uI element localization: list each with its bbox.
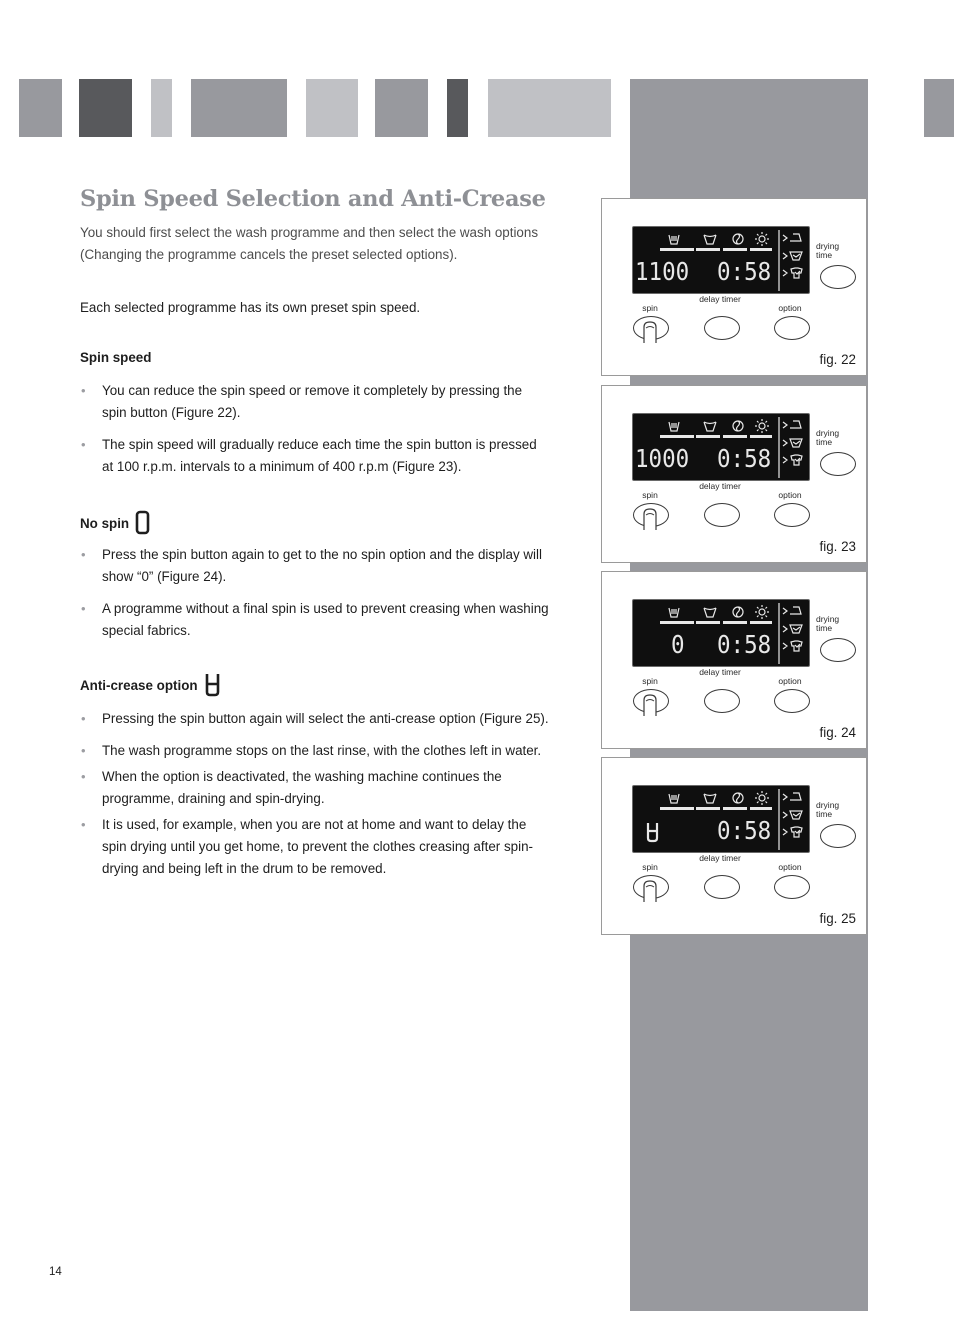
list-item: • Press the spin button again to get to the no spin option and the display will show “0” (Figure 24). [80,544,550,588]
anti-crease-symbol-icon [648,823,657,841]
option-button[interactable] [774,503,810,527]
header-block-2 [79,79,132,137]
time-readout: 0:58 [717,630,772,659]
option-label: option [778,303,802,313]
header-block-4 [191,79,287,137]
list-item: • You can reduce the spin speed or remove it completely by pressing the spin button (Figure 22). [80,380,550,424]
delay-timer-label: delay timer [699,481,741,491]
finger-press-icon [643,880,657,902]
heading-anti-crease-text: Anti-crease option [80,677,198,693]
delay-timer-button[interactable] [704,503,740,527]
option-button[interactable] [774,316,810,340]
header-block-8 [488,79,611,137]
figure-25 [601,757,867,935]
drying-time-label: drying time [816,241,840,260]
spin-speed-readout: 1100 [635,257,690,286]
time-readout: 0:58 [717,257,772,286]
page-number: 14 [49,1266,62,1278]
delay-timer-label: delay timer [699,853,741,863]
list-item: • When the option is deactivated, the washing machine continues the programme, draining and spin-drying. [80,766,550,810]
figure-23 [601,385,867,563]
lcd-display [632,413,810,481]
heading-spin-speed-text: Spin speed [80,350,152,365]
spin-speed-readout: 1000 [635,444,690,473]
header-block-7 [447,79,468,137]
header-block-1 [19,79,62,137]
heading-spin-speed [80,350,151,365]
delay-timer-label: delay timer [699,667,741,677]
delay-timer-button[interactable] [704,875,740,899]
drying-time-button[interactable] [820,265,856,289]
anti-crease-symbol-icon [204,672,222,698]
figure-caption: fig. 23 [819,539,856,554]
spin-label: spin [642,490,658,500]
finger-press-icon [643,321,657,343]
heading-no-spin [80,510,151,536]
drying-time-label: drying time [816,614,840,633]
list-item: • The spin speed will gradually reduce each time the spin button is pressed at 100 r.p.m. intervals to a minimum of 400 r.p.m (Figure 23). [80,434,550,478]
delay-timer-button[interactable] [704,689,740,713]
spin-label: spin [642,862,658,872]
spin-label: spin [642,676,658,686]
drying-time-button[interactable] [820,824,856,848]
figure-caption: fig. 22 [819,352,856,367]
header-block-6 [375,79,428,137]
list-item: • A programme without a final spin is used to prevent creasing when washing special fabrics. [80,598,550,642]
delay-timer-button[interactable] [704,316,740,340]
lcd-display [632,785,810,853]
finger-press-icon [643,508,657,530]
header-block-5 [306,79,358,137]
lcd-display [632,226,810,294]
list-item: • Pressing the spin button again will select the anti-crease option (Figure 25). [80,708,550,730]
figure-24 [601,571,867,749]
no-spin-list [80,544,550,642]
digit-zero-icon [135,510,151,536]
drying-time-label: drying time [816,428,840,447]
list-item: • It is used, for example, when you are not at home and want to delay the spin drying until you get home, to prevent the clothes creasing after spin-drying and being left in the drum to be removed. [80,814,550,880]
figure-caption: fig. 25 [819,911,856,926]
figure-caption: fig. 24 [819,725,856,740]
time-readout: 0:58 [717,816,772,845]
drying-time-button[interactable] [820,452,856,476]
anti-crease-list [80,708,550,880]
finger-press-icon [643,694,657,716]
drying-time-label: drying time [816,800,840,819]
option-button[interactable] [774,875,810,899]
time-readout: 0:58 [717,444,772,473]
figure-22 [601,198,867,376]
list-item: • The wash programme stops on the last rinse, with the clothes left in water. [80,740,550,762]
option-label: option [778,862,802,872]
spin-speed-readout: 0 [671,630,685,659]
delay-timer-label: delay timer [699,294,741,304]
header-block-9 [924,79,954,137]
option-button[interactable] [774,689,810,713]
heading-anti-crease [80,672,222,698]
spin-speed-list [80,380,550,478]
page-title: Spin Speed Selection and Anti-Crease [80,186,546,212]
option-label: option [778,490,802,500]
drying-time-button[interactable] [820,638,856,662]
lcd-display [632,599,810,667]
heading-no-spin-text: No spin [80,515,130,531]
intro-text: You should first select the wash programme and then select the wash options (Changing the programme cancels the preset selected options). [80,225,539,262]
header-block-3 [151,79,172,137]
spin-label: spin [642,303,658,313]
preset-note: Each selected programme has its own preset spin speed. [80,300,421,315]
option-label: option [778,676,802,686]
